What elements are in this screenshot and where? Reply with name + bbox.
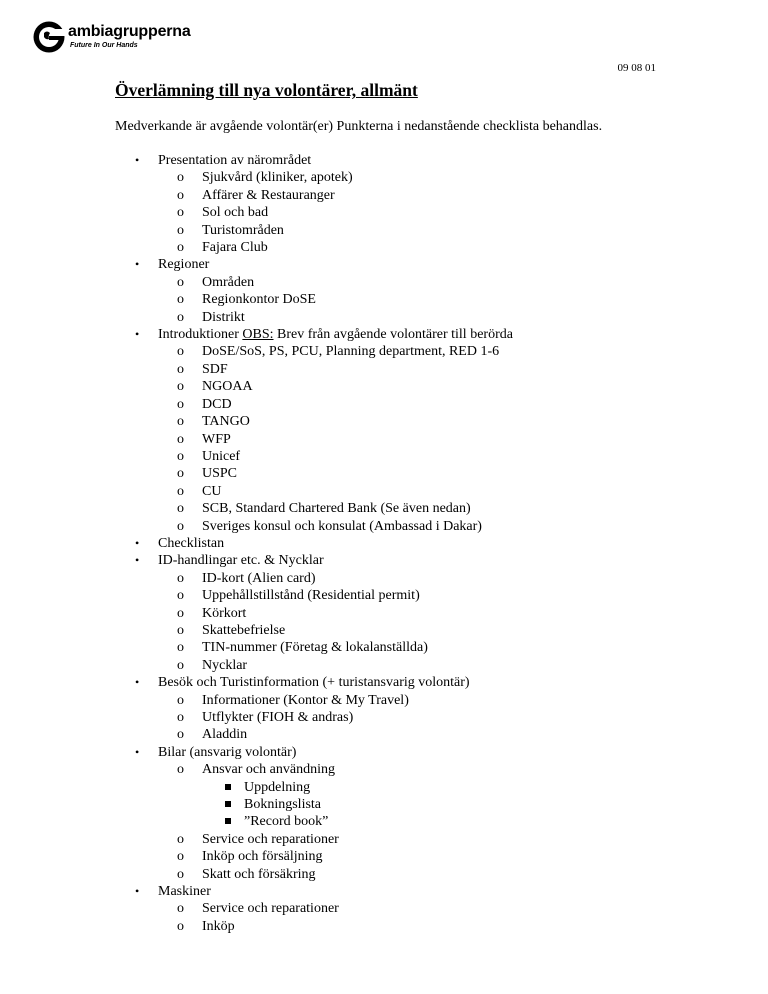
checklist-subitem-label: Skattebefrielse [202, 622, 286, 638]
checklist-subitem-label: Service och reparationer [202, 901, 339, 917]
checklist-subitem-label: DCD [202, 396, 232, 412]
checklist-subitem-list [158, 274, 513, 326]
checklist-item [115, 744, 513, 883]
checklist-subitem [115, 761, 513, 831]
checklist-subsubitem-label: ”Record book” [244, 814, 329, 830]
checklist-item-label: Introduktioner [158, 327, 239, 343]
checklist-subitem [115, 657, 513, 674]
checklist-subitem [115, 291, 513, 308]
globe-g-icon [32, 20, 68, 54]
checklist-subitem-label: Skatt och försäkring [202, 866, 316, 882]
checklist-subitem [115, 866, 513, 883]
logo-tagline: Future In Our Hands [70, 42, 138, 49]
checklist-item [115, 883, 513, 935]
checklist-subitem-label: Ansvar och användning [202, 762, 335, 778]
checklist-subitem-label: Unicef [202, 448, 241, 464]
checklist-subitem [115, 169, 513, 186]
checklist-subitem [115, 918, 513, 935]
checklist-subitem-label: Affärer & Restauranger [202, 187, 335, 203]
checklist-subitem-list [158, 900, 513, 935]
checklist-subitem-label: Utflykter (FIOH & andras) [202, 710, 354, 725]
checklist-subitem [115, 709, 513, 726]
checklist-subitem-label: Turistområden [202, 222, 284, 238]
checklist-subitem [115, 587, 513, 604]
checklist-item [115, 552, 513, 674]
checklist-subitem-label: TANGO [202, 414, 250, 430]
checklist-subitem-label: NGOAA [202, 379, 253, 395]
obs-note-text: Brev från avgående volontärer till berörda [273, 327, 513, 343]
checklist-item-label: Maskiner [158, 884, 211, 900]
checklist-subitem-list [158, 343, 513, 534]
checklist-item [115, 674, 513, 744]
checklist-subitem-label: Uppehållstillstånd (Residential permit) [202, 588, 420, 604]
checklist-subsubitem-label: Bokningslista [244, 797, 322, 813]
checklist-item-label: Regioner [158, 257, 210, 273]
checklist-subitem-label: Informationer (Kontor & My Travel) [202, 692, 409, 708]
checklist-subitem-label: Regionkontor DoSE [202, 292, 316, 308]
obs-note-label: OBS: [242, 327, 274, 343]
gambiagrupperna-logo [32, 20, 202, 54]
checklist-item [115, 326, 513, 535]
checklist-subitem [115, 518, 513, 535]
checklist-subitem-label: CU [202, 483, 222, 499]
checklist-subitem-label: SCB, Standard Chartered Bank (Se även nedan) [202, 501, 471, 517]
checklist-subitem [115, 465, 513, 482]
checklist-subitem [115, 343, 513, 360]
checklist-subitem-label: Aladdin [202, 727, 248, 743]
checklist-subitem [115, 239, 513, 256]
checklist-subitem-list [158, 570, 513, 674]
checklist-subitem-label: Körkort [202, 605, 247, 621]
checklist-item [115, 535, 513, 552]
checklist-item-label: ID-handlingar etc. & Nycklar [158, 553, 324, 569]
checklist-subitem [115, 500, 513, 517]
checklist-subitem [115, 413, 513, 430]
checklist-subitem-label: Områden [202, 274, 255, 290]
checklist-subitem [115, 639, 513, 656]
checklist-subitem-label: Sjukvård (kliniker, apotek) [202, 170, 353, 186]
checklist-subitem [115, 431, 513, 448]
checklist-item [115, 256, 513, 326]
checklist-subitem [115, 187, 513, 204]
checklist [115, 152, 513, 935]
checklist-subitem [115, 605, 513, 622]
checklist-subitem [115, 361, 513, 378]
checklist-subitem [115, 378, 513, 395]
checklist-subitem [115, 309, 513, 326]
checklist-item-label: Checklistan [158, 535, 225, 551]
checklist-subitem [115, 204, 513, 221]
checklist-subitem-label: Inköp och försäljning [202, 849, 323, 865]
checklist-subitem-list [158, 692, 513, 744]
checklist-subitem-label: Inköp [202, 918, 235, 934]
checklist-subitem [115, 622, 513, 639]
checklist-subitem-label: Nycklar [202, 657, 248, 673]
checklist-subitem-label: SDF [202, 361, 228, 377]
checklist-subitem [115, 848, 513, 865]
document-date: 09 08 01 [617, 62, 656, 74]
checklist-subitem [115, 831, 513, 848]
checklist-subitem-label: DoSE/SoS, PS, PCU, Planning department, RED 1-6 [202, 344, 500, 360]
checklist-subsubitem [115, 796, 513, 813]
checklist-subitem [115, 448, 513, 465]
checklist-subitem-label: Distrikt [202, 309, 245, 325]
checklist-subitem-label: Service och reparationer [202, 831, 339, 847]
checklist-subitem [115, 900, 513, 917]
checklist-subitem-list [158, 169, 513, 256]
checklist-subitem-label: Sol och bad [202, 205, 269, 221]
checklist-item-label: Bilar (ansvarig volontär) [158, 744, 297, 760]
intro-paragraph: Medverkande är avgående volontär(er) Punkterna i nedanstående checklista behandlas. [115, 119, 603, 134]
checklist-item-label: Besök och Turistinformation (+ turistansvarig volontär) [158, 675, 470, 691]
checklist-subsubitem [115, 813, 513, 830]
checklist-subitem [115, 274, 513, 291]
checklist-subitem-list [158, 761, 513, 883]
checklist-item-label: Presentation av närområdet [158, 153, 312, 168]
checklist-subsubitem-label: Uppdelning [244, 779, 311, 795]
checklist-subitem [115, 222, 513, 239]
checklist-subsubitem [115, 779, 513, 796]
page-title: Överlämning till nya volontärer, allmänt [115, 80, 418, 100]
checklist-subitem-label: Sveriges konsul och konsulat (Ambassad i Dakar) [202, 518, 482, 534]
checklist-subitem [115, 483, 513, 500]
checklist-subitem [115, 570, 513, 587]
checklist-subitem-label: ID-kort (Alien card) [202, 570, 316, 586]
checklist-item [115, 152, 513, 256]
logo-name: ambiagrupperna [68, 23, 191, 40]
checklist-subitem [115, 726, 513, 743]
checklist-subitem-label: USPC [202, 466, 238, 482]
checklist-subitem [115, 692, 513, 709]
checklist-subsubitem-list [202, 779, 513, 831]
checklist-subitem [115, 396, 513, 413]
checklist-subitem-label: TIN-nummer (Företag & lokalanställda) [202, 640, 428, 656]
checklist-subitem-label: WFP [202, 431, 231, 447]
checklist-subitem-label: Fajara Club [202, 240, 268, 256]
